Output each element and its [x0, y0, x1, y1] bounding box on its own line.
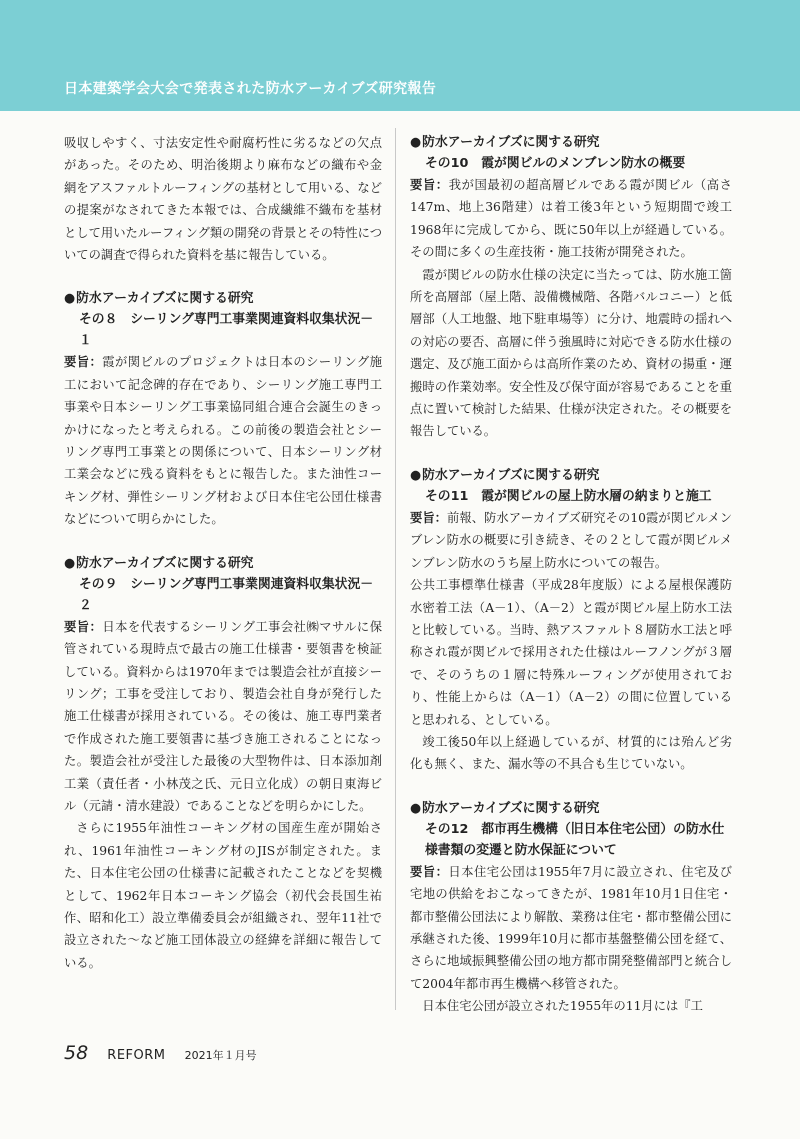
article-section-10 — [410, 132, 732, 443]
summary-label: 要旨： — [64, 355, 103, 370]
article-section-11 — [410, 465, 732, 776]
issue-date: 2021年１月号 — [184, 1049, 257, 1062]
section-subtitle: その９ シーリング専門工事業関連資料収集状況－２ — [79, 576, 374, 613]
magazine-name: REFORM — [107, 1048, 166, 1063]
article-section-8 — [64, 288, 382, 530]
section-summary: 要旨：前報、防水アーカイブズ研究その10霞が関ビルメンブレン防水の概要に引き続き、その２として霞が関ビルメンブレン防水のうち屋上防水についての報告。 — [410, 510, 732, 570]
section-paragraph: さらに1955年油性コーキング材の国産生産が開始され、1961年油性コーキング材のJISが制定された。また、日本住宅公団の仕様書に記載されたことなどを契機として、1962年日本コーキング協会（初代会長国生祐作、昭和化工）設立準備委員会が組織され、翌年11社で設立された～など施工団体設立の経緯を詳細に報告している。 — [64, 821, 382, 970]
section-paragraph: 竣工後50年以上経過しているが、材質的には殆んど劣化も無く、また、漏水等の不具合も生じていない。 — [410, 734, 732, 772]
section-paragraph: 公共工事標準仕様書（平成28年度版）による屋根保護防水密着工法（A－1）、（A－2）と霞が関ビル屋上防水工法と比較している。当時、熱アスファルト８層防水工法と呼称され霞が関ビルで採用された仕様はルーフノングが３層で、そのうちの１層に特殊ルーフィングが使用されており、性能上からは（A－1）（A－2）の間に位置していると思われる、としている。 — [410, 578, 732, 727]
section-subtitle: その８ シーリング専門工事業関連資料収集状況－１ — [79, 312, 374, 349]
section-summary: 要旨：霞が関ビルのプロジェクトは日本のシーリング施工において記念碑的存在であり、シーリング施工専門工事業や日本シーリング工事業協同組合連合会誕生のきっかけになったと考えられる。この前後の製造会社とシーリング専門工事業との関係について、日本シーリング材工業会などに残る資料をもとに報告した。また油性コーキング材、弾性シーリング材および日本住宅公団仕様書などについて明らかにした。 — [64, 355, 382, 527]
summary-label: 要旨： — [410, 178, 449, 192]
section-subtitle: その10 霞が関ビルのメンブレン防水の概要 — [425, 156, 686, 171]
summary-label: 要旨： — [64, 619, 103, 634]
section-paragraph: 霞が関ビルの防水仕様の決定に当たっては、防水施工箇所を高層部（屋上階、設備機械階、各階バルコニー）と低層部（人工地盤、地下駐車場等）に分け、地震時の揺れへの対応の要否、高層に伴う強風時に対応できる防水仕様の選定、及び施工面からは高所作業のため、資材の揚重・運搬時の作業効率。安全性及び保守面が容易であることを重点に置いて検討した結果、仕様が決定された。その概要を報告している。 — [410, 267, 732, 439]
bullet-icon: ● — [410, 135, 422, 150]
section-summary: 要旨：我が国最初の超高層ビルである霞が関ビル（高さ147m、地上36階建）は着工後3年という短期間で竣工1968年に完成してから、既に50年以上が経過している。その間に多くの生産技術・施工技術が開発された。 — [410, 178, 732, 260]
section-subtitle: その11 霞が関ビルの屋上防水層の納まりと施工 — [425, 488, 712, 504]
bullet-icon: ● — [410, 800, 422, 816]
section-heading: ●防水アーカイブズに関する研究 — [64, 553, 382, 574]
bullet-icon: ● — [410, 467, 422, 483]
page-header-title: 日本建築学会大会で発表された防水アーカイブズ研究報告 — [64, 81, 437, 97]
article-section-12 — [410, 798, 732, 1018]
section-paragraph: 日本住宅公団が設立された1955年の11月には『工 — [422, 999, 703, 1014]
section-heading: ●防水アーカイブズに関する研究 — [410, 132, 732, 153]
section-heading: ●防水アーカイブズに関する研究 — [410, 798, 732, 819]
header-banner — [0, 0, 800, 111]
section-subtitle: その12 都市再生機構（旧日本住宅公団）の防水仕様書類の変遷と防水保証について — [425, 821, 725, 858]
summary-label: 要旨： — [410, 510, 448, 525]
page-number: 58 — [64, 1042, 89, 1064]
section-heading: ●防水アーカイブズに関する研究 — [64, 288, 382, 309]
section-summary: 要旨：日本住宅公団は1955年7月に設立され、住宅及び宅地の供給をおこなってきたが、1981年10月1日住宅・都市整備公団法により解散、業務は住宅・都市整備公団に承継された後、1999年10月に都市基盤整備公団を経て、さらに地域振興整備公団の地方都市開発整備部門と統合して2004年都市再生機構へ移管された。 — [410, 864, 732, 991]
right-column — [410, 132, 732, 1018]
bullet-icon: ● — [64, 555, 76, 571]
section-summary: 要旨：日本を代表するシーリング工事会社㈱マサルに保管されている現時点で最古の施工仕様書・要領書を検証している。資料からは1970年までは製造会社が直接シーリング；工事を受注しており、製造会社自身が発行した施工仕様書が採用されている。その後は、施工専門業者で作成された施工要領書に基づき施工されることになった。製造会社が受注した最後の大型物件は、日本添加剤工業（責任者・小林茂之氏、元日立化成）の朝日東海ビル（元請・清水建設）であることなどを明らかにした。 — [64, 619, 382, 813]
column-divider — [395, 128, 396, 1010]
page-footer — [64, 1042, 257, 1064]
article-section-9 — [64, 553, 382, 975]
left-column — [64, 132, 382, 974]
intro-paragraph: 吸収しやすく、寸法安定性や耐腐朽性に劣るなどの欠点があった。そのため、明治後期より麻布などの織布や金網をアスファルトルーフィングの基材として用いる、などの提案がなされてきた本報では、合成繊維不織布を基材として用いたルーフィング類の開発の背景とその特性についての調査で得られた資料を基に報告している。 — [64, 136, 382, 263]
section-heading: ●防水アーカイブズに関する研究 — [410, 465, 732, 486]
bullet-icon: ● — [64, 291, 76, 307]
summary-label: 要旨： — [410, 864, 449, 879]
